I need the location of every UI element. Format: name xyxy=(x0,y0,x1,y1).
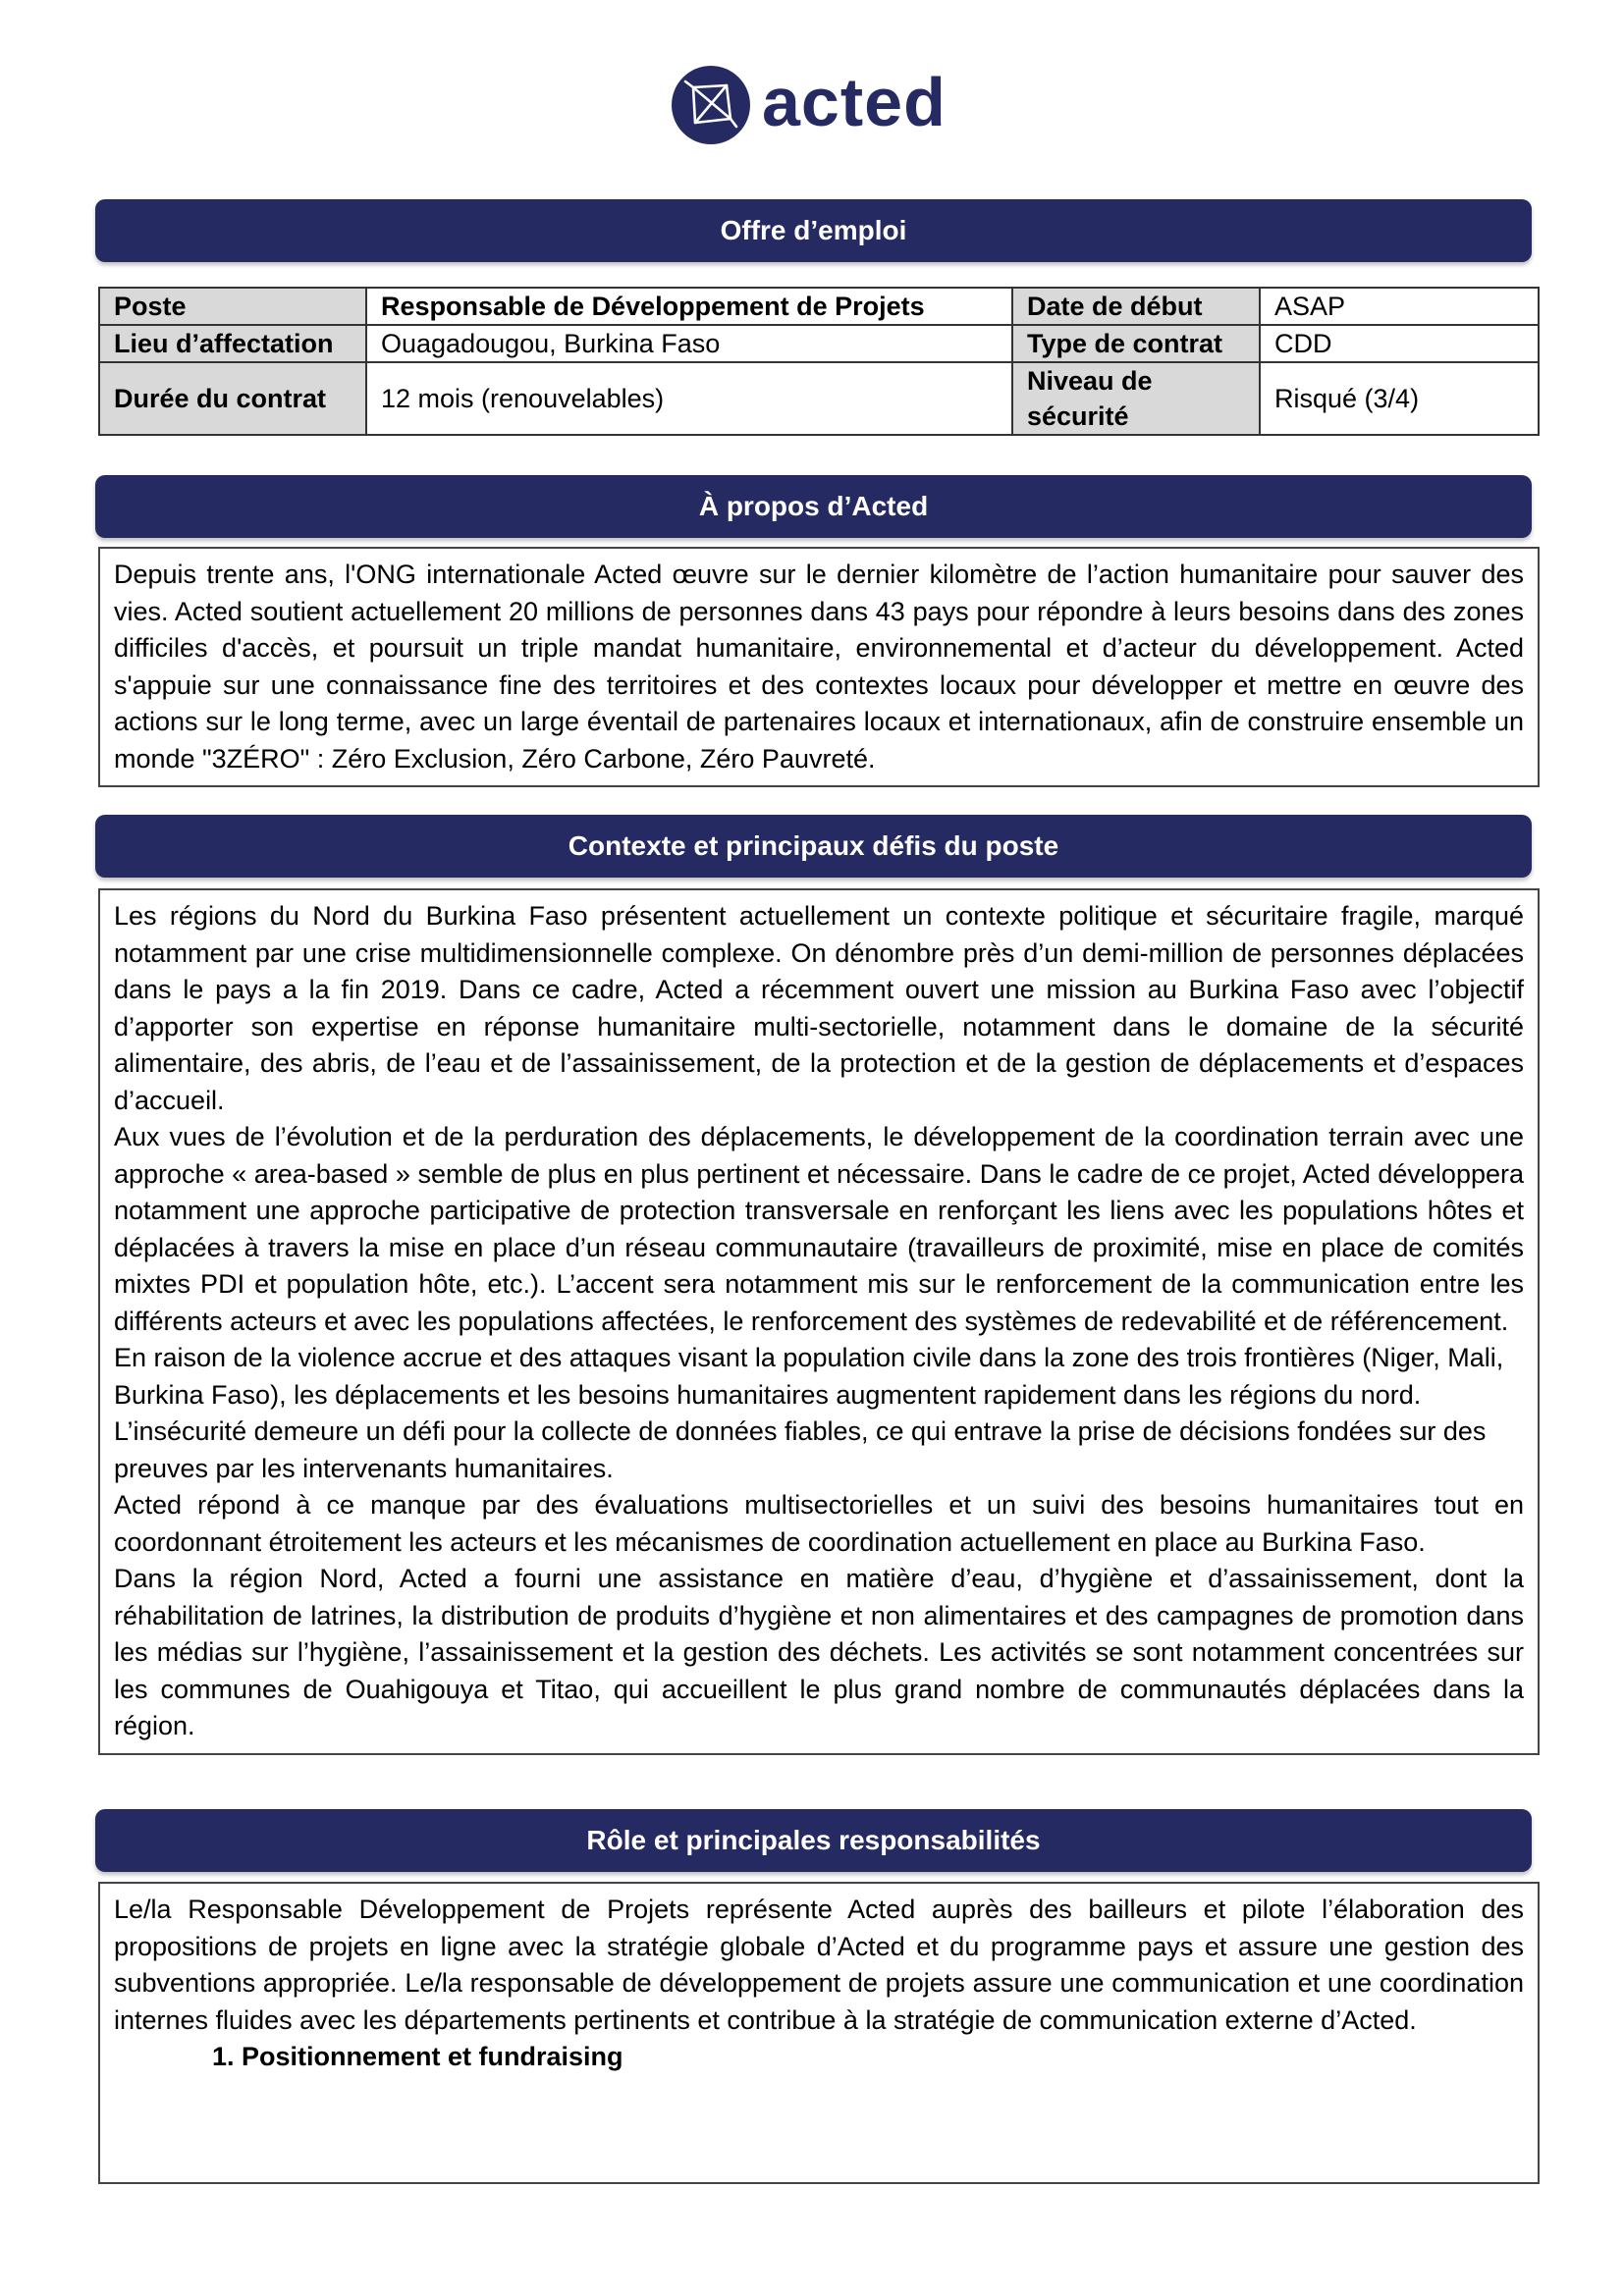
context-heading: Contexte et principaux défis du poste xyxy=(95,815,1532,878)
security-level-value: Risqué (3/4) xyxy=(1260,362,1539,435)
table-row xyxy=(99,362,1539,435)
security-level-label: Niveau de sécurité xyxy=(1012,362,1260,435)
table-row xyxy=(99,288,1539,325)
location-value: Ouagadougou, Burkina Faso xyxy=(366,325,1012,362)
about-paragraph: Depuis trente ans, l'ONG internationale Acted œuvre sur le dernier kilomètre de l’action humanitaire pour sauver des vies. Acted soutient actuellement 20 millions de personnes dans 43 pays pour répondre à leurs besoins dans des zones difficiles d'accès, et poursuit un triple mandat humanitaire, environnemental et d’acteur du développement. Acted s'appuie sur une connaissance fine des territoires et des contextes locaux pour développer et mettre en œuvre des actions sur le long terme, avec un large éventail de partenaires locaux et internationaux, afin de construire ensemble un monde "3ZÉRO" : Zéro Exclusion, Zéro Carbone, Zéro Pauvreté. xyxy=(114,560,1524,774)
context-paragraph: En raison de la violence accrue et des attaques visant la population civile dans la zone des trois frontières (Niger, Mali, Burkina Faso), les déplacements et les besoins humanitaires augmentent rapidement dans les régions du nord. L’insécurité demeure un défi pour la collecte de données fiables, ce qui entrave la prise de décisions fondées sur des preuves par les intervenants humanitaires. xyxy=(114,1343,1504,1483)
role-heading: Rôle et principales responsabilités xyxy=(95,1809,1532,1872)
contract-type-label: Type de contrat xyxy=(1012,325,1260,362)
role-paragraph: Le/la Responsable Développement de Projets représente Acted auprès des bailleurs et pilote l’élaboration des propositions de projets en ligne avec la stratégie globale d’Acted et du programme pays et assure une gestion des subventions appropriée. Le/la responsable de développement de projets assure une communication et une coordination internes fluides avec les départements pertinents et contribue à la stratégie de communication externe d’Acted. xyxy=(114,1895,1524,2035)
context-paragraph: Acted répond à ce manque par des évaluations multisectorielles et un suivi des besoins humanitaires tout en coordonnant étroitement les acteurs et les mécanismes de coordination actuellement en place au Burkina Faso. xyxy=(114,1490,1524,1557)
poste-value: Responsable de Développement de Projets xyxy=(366,288,1012,325)
contract-type-value: CDD xyxy=(1260,325,1539,362)
start-date-label: Date de début xyxy=(1012,288,1260,325)
duration-label: Durée du contrat xyxy=(99,362,366,435)
job-info-table xyxy=(98,287,1540,436)
acted-logo-icon xyxy=(670,64,752,146)
role-subheading: 1. Positionnement et fundraising xyxy=(212,2042,623,2071)
context-paragraph: Aux vues de l’évolution et de la perduration des déplacements, le développement de la coordination terrain avec une approche « area-based » semble de plus en plus pertinent et nécessaire. Dans le cadre de ce projet, Acted développera notamment une approche participative de protection transversale en renforçant les liens avec les populations hôtes et déplacées à travers la mise en place d’un réseau communautaire (travailleurs de proximité, mise en place de comités mixtes PDI et population hôte, etc.). L’accent sera notamment mis sur le renforcement de la communication entre les différents acteurs et avec les populations affectées, le renforcement des systèmes de redevabilité et de référencement. xyxy=(114,1122,1524,1336)
context-paragraph: Les régions du Nord du Burkina Faso présentent actuellement un contexte politique et sécuritaire fragile, marqué notamment par une crise multidimensionnelle complexe. On dénombre près d’un demi-million de personnes déplacées dans le pays a la fin 2019. Dans ce cadre, Acted a récemment ouvert une mission au Burkina Faso avec l’objectif d’apporter son expertise en réponse humanitaire multi-sectorielle, notamment dans le domaine de la sécurité alimentaire, des abris, de l’eau et de l’assainissement, de la protection et de la gestion de déplacements et d’espaces d’accueil. xyxy=(114,901,1524,1115)
acted-logo xyxy=(670,61,964,149)
job-offer-heading: Offre d’emploi xyxy=(95,199,1532,262)
about-text-box xyxy=(98,547,1540,787)
duration-value: 12 mois (renouvelables) xyxy=(366,362,1012,435)
role-text-box xyxy=(98,1882,1540,2184)
table-row xyxy=(99,325,1539,362)
context-text-box xyxy=(98,888,1540,1755)
about-heading: À propos d’Acted xyxy=(95,475,1532,538)
context-paragraph: Dans la région Nord, Acted a fourni une assistance en matière d’eau, d’hygiène et d’assainissement, dont la réhabilitation de latrines, la distribution de produits d’hygiène et non alimentaires et des campagnes de promotion dans les médias sur l’hygiène, l’assainissement et la gestion des déchets. Les activités se sont notamment concentrées sur les communes de Ouahigouya et Titao, qui accueillent le plus grand nombre de communautés déplacées dans la région. xyxy=(114,1564,1524,1740)
acted-wordmark: acted xyxy=(762,64,947,140)
location-label: Lieu d’affectation xyxy=(99,325,366,362)
start-date-value: ASAP xyxy=(1260,288,1539,325)
poste-label: Poste xyxy=(99,288,366,325)
